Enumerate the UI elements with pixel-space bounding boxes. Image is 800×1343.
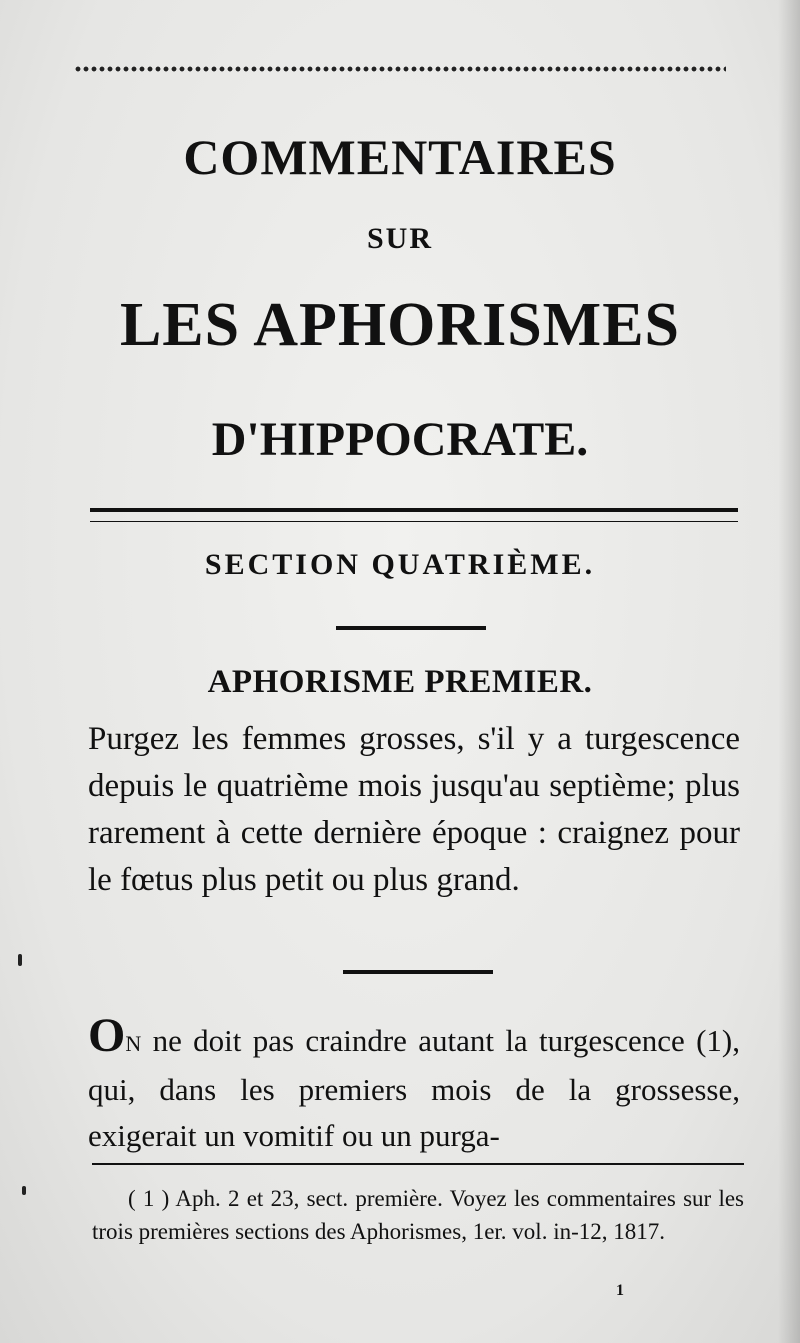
short-rule-divider (336, 626, 486, 630)
commentary-paragraph (88, 1009, 740, 1159)
short-rule-divider-2 (343, 970, 493, 974)
footnote-text: ( 1 ) Aph. 2 et 23, sect. première. Voyez les commentaires sur les trois premières sections des Aphorismes, 1er. vol. in-12, 1817. (92, 1186, 744, 1244)
commentary-text: ne doit pas craindre autant la turgescence (1), qui, dans les premiers mois de la grossesse, exigerait un vomitif ou un purga- (88, 1023, 740, 1153)
drop-cap: O (88, 1009, 126, 1062)
signature-mark: 1 (616, 1282, 624, 1299)
title-line-1: COMMENTAIRES (183, 129, 617, 185)
small-cap-letter: N (125, 1031, 142, 1056)
footnote (92, 1182, 744, 1248)
top-ornament-rule (74, 64, 726, 74)
aphorism-heading: APHORISME PREMIER. (207, 664, 593, 700)
title-line-2: SUR (366, 222, 433, 255)
section-heading: SECTION QUATRIÈME. (204, 548, 596, 581)
title-line-3: LES APHORISMES (119, 291, 681, 359)
ink-speck (22, 1186, 26, 1195)
double-rule-divider (90, 508, 738, 522)
title-line-4: D'HIPPOCRATE. (211, 413, 589, 466)
ink-speck (18, 954, 22, 966)
aphorism-text: Purgez les femmes grosses, s'il y a turgescence depuis le quatrième mois jusqu'au septième; plus rarement à cette dernière époque : craignez pour le fœtus plus petit ou plus grand. (88, 721, 740, 898)
footnote-rule (92, 1163, 744, 1165)
